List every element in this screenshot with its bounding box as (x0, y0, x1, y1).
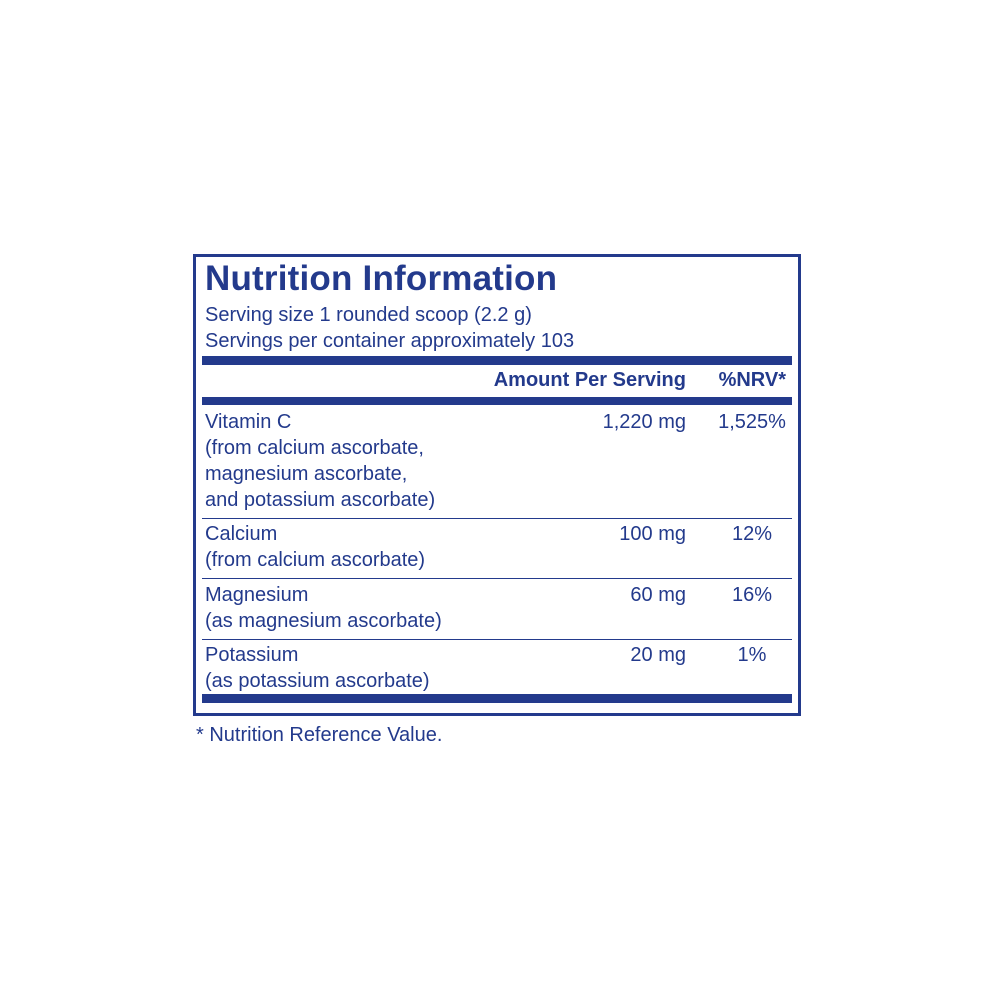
nutrient-amount: 60 mg (630, 584, 686, 606)
header-amount-per-serving: Amount Per Serving (493, 369, 686, 391)
nutrient-nrv: 1% (737, 644, 767, 666)
nutrient-amount: 20 mg (630, 644, 686, 666)
serving-size: Serving size 1 rounded scoop (2.2 g) (205, 304, 532, 326)
nutrient-nrv: 16% (731, 584, 773, 606)
nutrient-name: Magnesium (205, 584, 309, 606)
nutrient-row-vitamin-c (202, 409, 792, 519)
servings-per-container: Servings per container approximately 103 (205, 330, 575, 352)
nutrient-nrv: 1,525% (718, 411, 786, 433)
nutrient-amount: 100 mg (619, 523, 686, 545)
nutrient-detail-line: (from calcium ascorbate, (205, 437, 424, 459)
nutrient-detail: (as magnesium ascorbate) (205, 610, 442, 632)
nutrient-row-potassium (202, 642, 792, 692)
nutrition-panel (193, 254, 801, 716)
nutrient-name: Calcium (205, 523, 278, 545)
nutrient-name: Vitamin C (205, 411, 292, 433)
nutrient-amount: 1,220 mg (602, 411, 686, 433)
nutrient-nrv: 12% (731, 523, 773, 545)
nutrient-row-calcium (202, 521, 792, 579)
divider-thick-top (202, 356, 792, 365)
nutrient-name: Potassium (205, 644, 299, 666)
nutrition-panel-inner (202, 257, 792, 713)
nutrient-detail: (from calcium ascorbate) (205, 549, 426, 571)
divider-thick-bottom (202, 694, 792, 703)
panel-title: Nutrition Information (205, 259, 558, 298)
divider-thick-header (202, 397, 792, 405)
nutrient-row-magnesium (202, 582, 792, 640)
footnote-nrv: * Nutrition Reference Value. (196, 724, 443, 746)
nutrient-detail (205, 435, 435, 513)
nutrient-detail-line: and potassium ascorbate) (205, 489, 436, 511)
nutrient-detail: (as potassium ascorbate) (205, 670, 430, 692)
nutrient-detail-line: magnesium ascorbate, (205, 463, 408, 485)
header-nrv: %NRV* (718, 369, 786, 391)
